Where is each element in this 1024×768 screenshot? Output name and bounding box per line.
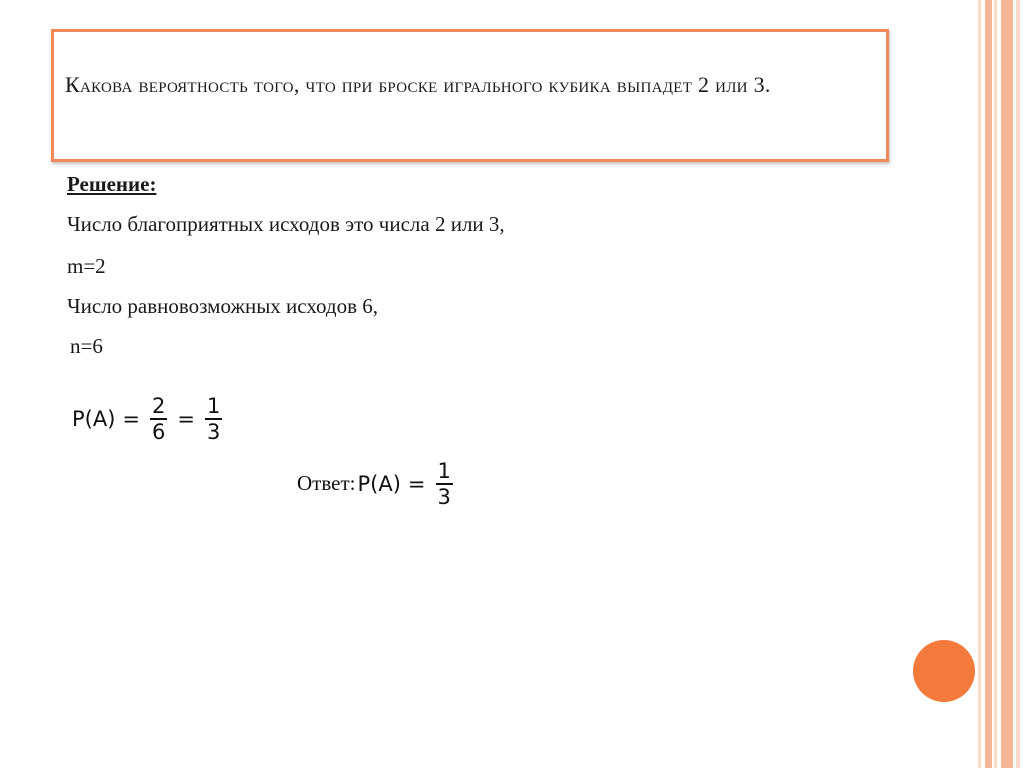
equiprobable-outcomes-line: Число равновозможных исходов 6, [67, 294, 379, 318]
fraction-2-6 [150, 394, 167, 444]
decor-stripe-5 [1016, 0, 1020, 768]
decor-stripe-1 [978, 0, 981, 768]
fraction-denominator: 3 [207, 419, 221, 444]
solution-label: Решение: [67, 172, 157, 196]
formula-equals-1: = [122, 406, 141, 431]
fraction-denominator: 6 [152, 419, 166, 444]
n-value-line: n=6 [70, 334, 103, 358]
answer-fraction [436, 459, 453, 509]
fraction-denominator: 3 [437, 484, 451, 509]
decor-stripe-3 [994, 0, 997, 768]
fraction-numerator: 2 [152, 394, 166, 418]
decor-stripe-4 [1001, 0, 1013, 768]
decor-stripe-2 [985, 0, 992, 768]
formula-equals-2: = [177, 406, 196, 431]
answer-label: Ответ: [297, 471, 356, 496]
fraction-numerator: 1 [437, 459, 451, 483]
fraction-1-3 [205, 394, 222, 444]
answer-formula [297, 459, 456, 509]
m-value-line: m=2 [67, 254, 106, 278]
formula-lhs: P(A) [72, 406, 116, 431]
slide-title: Какова вероятность того, что при броске игрального кубика выпадет 2 или 3. [65, 72, 771, 97]
decor-circle [913, 640, 975, 702]
answer-lhs: P(A) [357, 471, 401, 496]
answer-equals: = [407, 471, 426, 496]
probability-formula [72, 394, 225, 444]
title-box [51, 29, 889, 162]
fraction-numerator: 1 [207, 394, 221, 418]
favorable-outcomes-line: Число благоприятных исходов это числа 2 или 3, [67, 212, 505, 236]
